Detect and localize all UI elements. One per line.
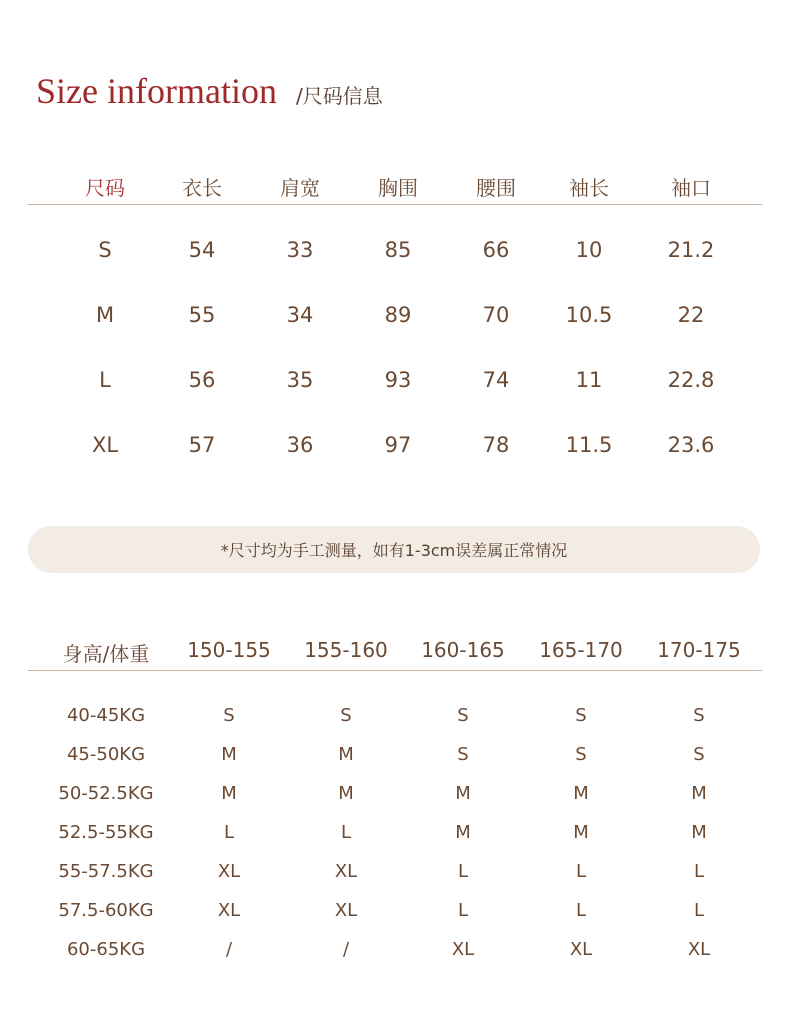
fit-table-header: 170-175 [657,638,741,662]
size-table-header: 袖长 [569,176,609,200]
size-table-cell: 22.8 [667,368,715,392]
size-table-cell: L [99,368,111,392]
fit-table-cell: 60-65KG [66,939,146,960]
fit-table-header: 155-160 [304,638,388,662]
size-table-cell: 10.5 [565,303,613,327]
title-sub: /尺码信息 [296,84,383,108]
fit-table-cell: M [573,783,589,804]
fit-table-cell: 52.5-55KG [58,822,154,843]
measurement-note: *尺寸均为手工测量，如有1-3cm误差属正常情况 [28,526,760,573]
size-table-cell: 93 [384,368,412,392]
fit-table-cell: L [693,861,705,882]
size-table-cell: 54 [188,238,216,262]
fit-table-cell: M [455,783,471,804]
fit-table-cell: M [338,783,354,804]
fit-table-cell: XL [334,900,358,921]
size-table-cell: 85 [384,238,412,262]
fit-table-cell: XL [217,900,241,921]
size-table-cell: 74 [482,368,510,392]
size-table-header: 胸围 [378,176,418,200]
fit-table-cell: S [575,705,587,726]
fit-table-cell: XL [451,939,475,960]
fit-table-header: 身高/体重 [62,642,150,666]
fit-table-cell: M [573,822,589,843]
fit-table-cell: L [457,861,469,882]
fit-table-cell: L [457,900,469,921]
size-table-cell: 22 [677,303,705,327]
title-main: Size information [36,71,277,111]
fit-table-cell: 50-52.5KG [58,783,154,804]
fit-table-cell: M [691,822,707,843]
fit-table-cell: S [693,744,705,765]
fit-table-cell: XL [217,861,241,882]
size-table-cell: 10 [575,238,603,262]
fit-table-cell: M [455,822,471,843]
size-table-cell: 36 [286,433,314,457]
fit-table-cell: / [225,939,233,960]
size-table-cell: 56 [188,368,216,392]
fit-table-cell: L [575,861,587,882]
size-table-cell: 97 [384,433,412,457]
fit-table-cell: 55-57.5KG [58,861,154,882]
size-table-cell: 55 [188,303,216,327]
fit-table-cell: L [340,822,352,843]
fit-table-cell: 40-45KG [66,705,146,726]
size-table-cell: 11 [575,368,603,392]
size-table-header: 袖口 [671,176,711,200]
size-table-divider [28,204,762,205]
size-table-cell: XL [91,433,119,457]
size-table-cell: 89 [384,303,412,327]
size-table-cell: 21.2 [667,238,715,262]
fit-table-cell: M [221,744,237,765]
fit-table-cell: S [575,744,587,765]
fit-table-cell: XL [334,861,358,882]
fit-table-cell: L [575,900,587,921]
fit-table-cell: S [457,705,469,726]
fit-table-header: 150-155 [187,638,271,662]
fit-table-cell: M [338,744,354,765]
size-table-cell: 11.5 [565,433,613,457]
size-table-header: 腰围 [476,176,516,200]
size-table-cell: M [95,303,115,327]
size-table-cell: 70 [482,303,510,327]
fit-table-cell: XL [569,939,593,960]
fit-table-cell: / [342,939,350,960]
fit-table-divider [28,670,762,671]
fit-table-cell: S [457,744,469,765]
fit-table-cell: S [223,705,235,726]
size-table-cell: 66 [482,238,510,262]
size-table-cell: 78 [482,433,510,457]
fit-table-cell: M [691,783,707,804]
fit-table-cell: S [693,705,705,726]
size-table-header: 衣长 [182,176,222,200]
size-table-header: 肩宽 [280,176,320,200]
fit-table-cell: XL [687,939,711,960]
fit-table-cell: M [221,783,237,804]
fit-table-header: 165-170 [539,638,623,662]
page-title [36,70,383,120]
fit-table-cell: S [340,705,352,726]
size-table-cell: 23.6 [667,433,715,457]
size-table-cell: S [98,238,112,262]
fit-table-header: 160-165 [421,638,505,662]
size-table-cell: 57 [188,433,216,457]
size-table-cell: 33 [286,238,314,262]
size-table-header: 尺码 [85,176,125,200]
fit-table-cell: L [223,822,235,843]
fit-table-cell: 45-50KG [66,744,146,765]
fit-table-cell: 57.5-60KG [58,900,154,921]
size-table-cell: 34 [286,303,314,327]
size-table-cell: 35 [286,368,314,392]
fit-table-cell: L [693,900,705,921]
